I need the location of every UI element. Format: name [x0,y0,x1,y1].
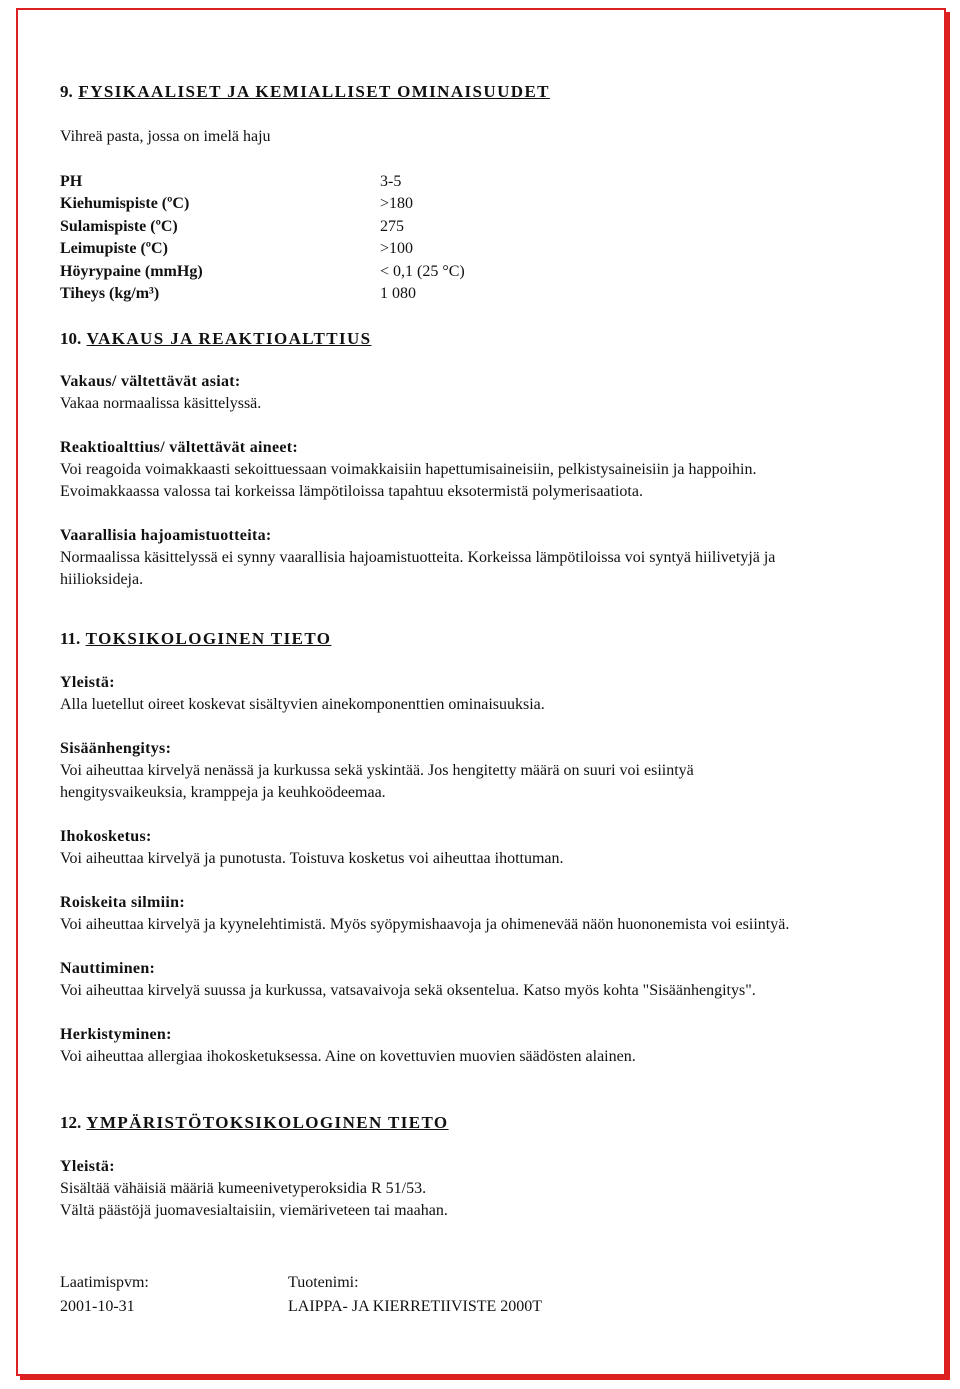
subheading: Yleistä: [60,1158,115,1176]
property-label: PH [60,173,83,190]
property-value: < 0,1 (25 °C) [380,262,465,280]
section-heading-12: 12. YMPÄRISTÖTOKSIKOLOGINEN TIETO [60,1113,449,1133]
subheading: Vakaus/ vältettävät asiat: [60,373,241,391]
property-value: >180 [380,195,414,213]
paragraph-line: Sisältää vähäisiä määriä kumeenivetyperoksidia R 51/53. [60,1180,427,1198]
paragraph-line: Voi aiheuttaa kirvelyä ja kyynelehtimistä. Myös syöpymishaavoja ja ohimenevää näön huononemista voi esiintyä. [60,916,790,934]
subheading: Herkistyminen: [60,1026,172,1044]
property-row [60,216,920,238]
paragraph-line: Vakaa normaalissa käsittelyssä. [60,395,262,413]
property-row [60,171,920,193]
date-value: 2001-10-31 [60,1298,135,1316]
paragraph-line: hiilioksideja. [60,571,144,589]
property-row [60,261,920,283]
property-value: 3-5 [380,173,402,190]
property-label: Sulamispiste (ºC) [60,217,178,235]
paragraph-line: Voi aiheuttaa kirvelyä nenässä ja kurkussa sekä yskintää. Jos hengitetty määrä on suuri voi esiintyä [60,762,694,780]
property-value: 275 [380,217,404,235]
subheading: Sisäänhengitys: [60,740,172,758]
subheading: Nauttiminen: [60,960,156,978]
footer-values [60,1295,920,1319]
property-row [60,193,920,215]
paragraph-line: hengitysvaikeuksia, kramppeja ja keuhkoödeemaa. [60,784,386,802]
subheading: Vaarallisia hajoamistuotteita: [60,527,272,545]
product-label: Tuotenimi: [288,1274,359,1292]
section-heading-9: 9. FYSIKAALISET JA KEMIALLISET OMINAISUUDET [60,82,550,101]
property-label: Höyrypaine (mmHg) [60,262,203,280]
property-row [60,283,920,305]
paragraph-line: Evoimakkaassa valossa tai korkeissa lämpötiloissa tapahtuu eksotermistä polymerisaatiota. [60,483,643,501]
property-row [60,238,920,260]
property-label: Leimupiste (ºC) [60,240,168,258]
subheading: Yleistä: [60,674,115,692]
property-value: 1 080 [380,285,416,303]
product-description: Vihreä pasta, jossa on imelä haju [60,128,271,145]
paragraph-line: Alla luetellut oireet koskevat sisältyvien ainekomponenttien ominaisuuksia. [60,696,545,714]
paragraph-line: Normaalissa käsittelyssä ei synny vaarallisia hajoamistuotteita. Korkeissa lämpötiloissa voi syntyä hiilivetyjä ja [60,549,776,567]
property-value: >100 [380,240,414,258]
section-heading-10: 10. VAKAUS JA REAKTIOALTTIUS [60,329,372,349]
paragraph-line: Voi aiheuttaa kirvelyä ja punotusta. Toistuva kosketus voi aiheuttaa ihottuman. [60,850,564,868]
property-label: Kiehumispiste (ºC) [60,195,190,213]
document-page [60,80,920,1319]
product-value: LAIPPA- JA KIERRETIIVISTE 2000T [288,1298,543,1316]
property-label: Tiheys (kg/m³) [60,285,160,303]
paragraph-line: Vältä päästöjä juomavesialtaisiin, viemäriveteen tai maahan. [60,1202,448,1220]
footer-labels [60,1271,920,1295]
paragraph-line: Voi aiheuttaa kirvelyä suussa ja kurkussa, vatsavaivoja sekä oksentelua. Katso myös kohta "Sisäänhengitys". [60,982,756,1000]
paragraph-line: Voi aiheuttaa allergiaa ihokosketuksessa. Aine on kovettuvien muovien säädösten alainen. [60,1048,636,1066]
paragraph-line: Voi reagoida voimakkaasti sekoittuessaan voimakkaisiin hapettumisaineisiin, pelkistysaineisiin ja happoihin. [60,461,757,479]
subheading: Roiskeita silmiin: [60,894,185,912]
subheading: Ihokosketus: [60,828,152,846]
properties-table [60,171,920,305]
date-label: Laatimispvm: [60,1274,149,1292]
section-heading-11: 11. TOKSIKOLOGINEN TIETO [60,629,332,649]
subheading: Reaktioalttius/ vältettävät aineet: [60,439,299,457]
